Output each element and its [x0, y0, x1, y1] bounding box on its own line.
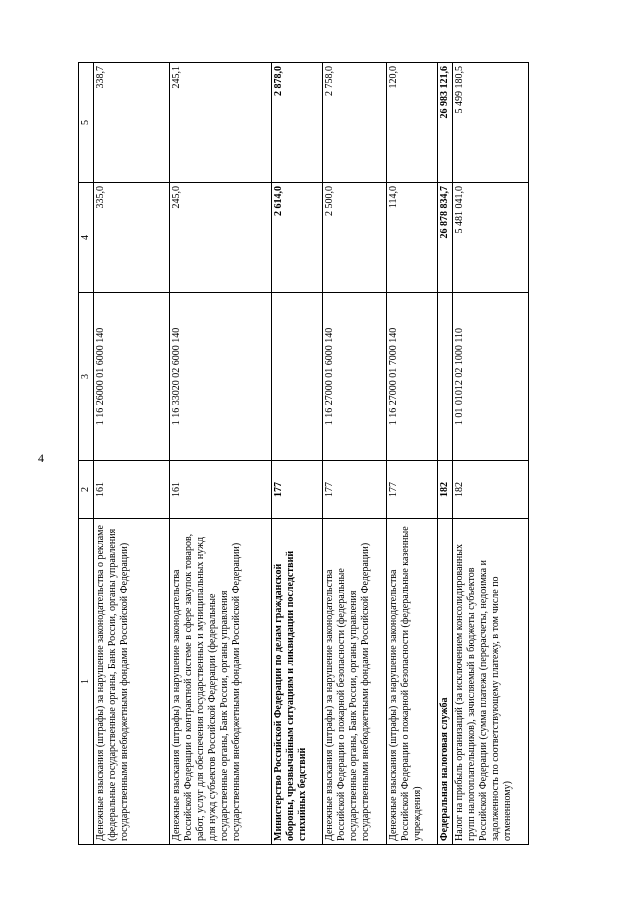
row-admin-code: 177 — [323, 461, 387, 519]
row-admin-code: 177 — [387, 461, 438, 519]
row-value-col5: 120,0 — [387, 63, 438, 183]
row-value-col5: 245,1 — [170, 63, 272, 183]
table-row — [94, 63, 170, 845]
row-value-col5: 5 499 180,5 — [453, 63, 529, 183]
row-description: Денежные взыскания (штрафы) за нарушение законодательства Российской Федерации о пожарной безопасности (федеральные казенные учреждения) — [387, 519, 438, 845]
row-value-col4: 114,0 — [387, 183, 438, 293]
row-admin-code: 161 — [94, 461, 170, 519]
row-value-col4: 2 500,0 — [323, 183, 387, 293]
row-budget-code: 1 16 27000 01 6000 140 — [323, 293, 387, 461]
row-budget-code — [272, 293, 323, 461]
row-budget-code: 1 16 33020 02 6000 140 — [170, 293, 272, 461]
header-cell: 2 — [79, 461, 94, 519]
row-value-col4: 245,0 — [170, 183, 272, 293]
row-description: Федеральная налоговая служба — [438, 519, 453, 845]
row-description: Денежные взыскания (штрафы) за нарушение законодательства Российской Федерации о контрактной системе в сфере закупок товаров, работ, услуг для обеспечения государственных и муниципальных нужд для нужд субъектов Российской Федерации (федеральные государственные органы, Банк России, органы управления государственными внебюджетными фондами Российской Федерации) — [170, 519, 272, 845]
row-description: Денежные взыскания (штрафы) за нарушение законодательства Российской Федерации о пожарной безопасности (федеральные государственные органы, Банк России, органы управления государственными внебюджетными фондами Российской Федерации) — [323, 519, 387, 845]
row-description: Налог на прибыль организаций (за исключением консолидированных групп налогоплательщиков), зачисляемый в бюджеты субъектов Российской Федерации (сумма платежа (перерасчеты, недоимка и задолженность по соответствующему платежу, в том числе по отмененному) — [453, 519, 529, 845]
row-admin-code: 182 — [438, 461, 453, 519]
table-row-section — [272, 63, 323, 845]
row-value-col4: 26 878 834,7 — [438, 183, 453, 293]
row-value-col5: 26 983 121,6 — [438, 63, 453, 183]
row-admin-code: 177 — [272, 461, 323, 519]
row-budget-code — [438, 293, 453, 461]
table-row — [170, 63, 272, 845]
rotated-table-container — [78, 63, 530, 845]
row-budget-code: 1 16 27000 01 7000 140 — [387, 293, 438, 461]
table-header-row — [79, 63, 94, 845]
revenue-table — [78, 62, 529, 845]
row-value-col5: 2 758,0 — [323, 63, 387, 183]
header-cell: 4 — [79, 183, 94, 293]
header-cell: 5 — [79, 63, 94, 183]
row-admin-code: 182 — [453, 461, 529, 519]
table-row — [453, 63, 529, 845]
row-value-col4: 5 481 041,0 — [453, 183, 529, 293]
row-description: Денежные взыскания (штрафы) за нарушение законодательства о рекламе (федеральные государственные органы, Банк России, органы управления государственными внебюджетными фондами Российской Федерации) — [94, 519, 170, 845]
table-row-section — [438, 63, 453, 845]
row-description: Министерство Российской Федерации по делам гражданской обороны, чрезвычайным ситуациям и ликвидации последствий стихийных бедствий — [272, 519, 323, 845]
page-number: 4 — [38, 451, 44, 465]
row-value-col5: 338,7 — [94, 63, 170, 183]
row-budget-code: 1 16 26000 01 6000 140 — [94, 293, 170, 461]
header-cell: 1 — [79, 519, 94, 845]
row-value-col4: 2 614,0 — [272, 183, 323, 293]
row-budget-code: 1 01 01012 02 1000 110 — [453, 293, 529, 461]
table-row — [323, 63, 387, 845]
header-cell: 3 — [79, 293, 94, 461]
row-admin-code: 161 — [170, 461, 272, 519]
row-value-col4: 335,0 — [94, 183, 170, 293]
table-row — [387, 63, 438, 845]
row-value-col5: 2 878,0 — [272, 63, 323, 183]
